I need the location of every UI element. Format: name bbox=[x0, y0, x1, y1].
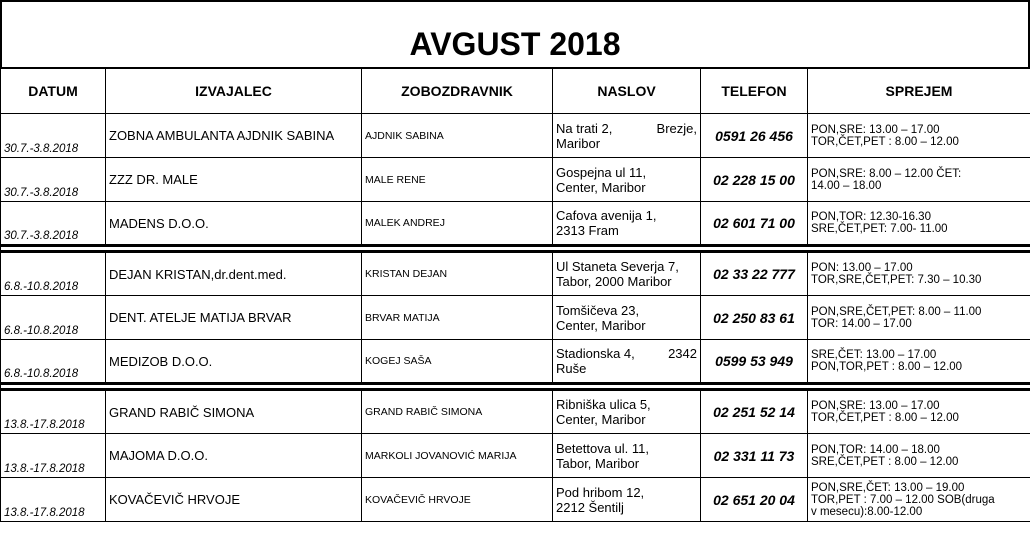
hours-line-1: PON,SRE,ČET,PET: 8.00 – 11.00 bbox=[811, 305, 982, 318]
address-extra: Brezje, bbox=[656, 120, 697, 136]
address-street: Pod hribom 12, bbox=[556, 484, 645, 500]
cell-zobozdravnik: AJDNIK SABINA bbox=[362, 114, 553, 158]
cell-zobozdravnik: MARKOLI JOVANOVIĆ MARIJA bbox=[362, 434, 553, 478]
hours-line-1: PON,TOR: 12.30-16.30 bbox=[811, 211, 931, 223]
header-sprejem: SPREJEM bbox=[808, 68, 1030, 114]
address-line-1 bbox=[556, 441, 697, 456]
cell-telefon: 02 250 83 61 bbox=[701, 296, 808, 340]
cell-sprejem bbox=[808, 202, 1030, 246]
cell-sprejem bbox=[808, 340, 1030, 384]
address-street: Ribniška ulica 5, bbox=[556, 397, 651, 412]
header-izvajalec: IZVAJALEC bbox=[106, 68, 362, 114]
cell-sprejem bbox=[808, 478, 1030, 522]
cell-telefon: 02 651 20 04 bbox=[701, 478, 808, 522]
cell-telefon: 02 601 71 00 bbox=[701, 202, 808, 246]
cell-izvajalec: GRAND RABIČ SIMONA bbox=[106, 390, 362, 434]
table-row bbox=[1, 114, 1030, 158]
hours-line-3: v mesecu):8.00-12.00 bbox=[811, 505, 923, 518]
address-line-2: Center, Maribor bbox=[556, 317, 646, 333]
address-line-2: Maribor bbox=[556, 135, 601, 151]
cell-telefon: 02 331 11 73 bbox=[701, 434, 808, 478]
hours-line-2: TOR: 14.00 – 17.00 bbox=[811, 317, 912, 330]
cell-datum: 13.8.-17.8.2018 bbox=[1, 390, 106, 434]
cell-zobozdravnik: KOVAČEVIČ HRVOJE bbox=[362, 478, 553, 522]
table-row bbox=[1, 252, 1030, 296]
cell-naslov bbox=[553, 114, 701, 158]
address-line-1 bbox=[556, 485, 697, 500]
table-row bbox=[1, 340, 1030, 384]
address-line-2: Tabor, Maribor bbox=[556, 455, 640, 471]
header-row bbox=[1, 68, 1030, 114]
cell-datum: 30.7.-3.8.2018 bbox=[1, 202, 106, 246]
cell-naslov bbox=[553, 202, 701, 246]
cell-izvajalec: ZOBNA AMBULANTA AJDNIK SABINA bbox=[106, 114, 362, 158]
address-line-2: Center, Maribor bbox=[556, 179, 646, 195]
hours-line-2: TOR,ČET,PET : 8.00 – 12.00 bbox=[811, 412, 959, 424]
address-line-2: 2313 Fram bbox=[556, 223, 619, 238]
cell-zobozdravnik: KRISTAN DEJAN bbox=[362, 252, 553, 296]
table-row bbox=[1, 390, 1030, 434]
header-datum: DATUM bbox=[1, 68, 106, 114]
cell-izvajalec: KOVAČEVIČ HRVOJE bbox=[106, 478, 362, 522]
page-title: AVGUST 2018 bbox=[0, 0, 1030, 67]
hours-line-1: SRE,ČET: 13.00 – 17.00 bbox=[811, 349, 937, 361]
address-line-1 bbox=[556, 397, 697, 412]
header-telefon: TELEFON bbox=[701, 68, 808, 114]
cell-telefon: 0591 26 456 bbox=[701, 114, 808, 158]
cell-izvajalec: MEDIZOB D.O.O. bbox=[106, 340, 362, 384]
hours-line-2: TOR,SRE,ČET,PET: 7.30 – 10.30 bbox=[811, 274, 982, 286]
address-line-1 bbox=[556, 208, 697, 223]
hours-line-1: PON,SRE,ČET: 13.00 – 19.00 bbox=[811, 481, 965, 494]
cell-datum: 6.8.-10.8.2018 bbox=[1, 340, 106, 384]
header-naslov: NASLOV bbox=[553, 68, 701, 114]
cell-naslov bbox=[553, 340, 701, 384]
hours-line-2: SRE,ČET,PET : 8.00 – 12.00 bbox=[811, 455, 959, 468]
hours-line-1: PON,SRE: 13.00 – 17.00 bbox=[811, 123, 940, 136]
hours-line-1: PON,TOR: 14.00 – 18.00 bbox=[811, 443, 940, 456]
cell-naslov bbox=[553, 296, 701, 340]
address-line-1 bbox=[556, 259, 697, 274]
cell-izvajalec: ZZZ DR. MALE bbox=[106, 158, 362, 202]
cell-telefon: 02 251 52 14 bbox=[701, 390, 808, 434]
table-row bbox=[1, 202, 1030, 246]
cell-datum: 13.8.-17.8.2018 bbox=[1, 478, 106, 522]
address-street: Cafova avenija 1, bbox=[556, 208, 657, 223]
cell-datum: 30.7.-3.8.2018 bbox=[1, 158, 106, 202]
address-line-1 bbox=[556, 346, 697, 361]
hours-line-1: PON,SRE: 8.00 – 12.00 ČET: bbox=[811, 167, 962, 180]
address-street: Stadionska 4, bbox=[556, 346, 635, 361]
cell-telefon: 02 228 15 00 bbox=[701, 158, 808, 202]
cell-sprejem bbox=[808, 252, 1030, 296]
hours-line-2: TOR,ČET,PET : 8.00 – 12.00 bbox=[811, 135, 959, 148]
cell-zobozdravnik: GRAND RABIČ SIMONA bbox=[362, 390, 553, 434]
address-street: Na trati 2, bbox=[556, 120, 613, 136]
cell-datum: 13.8.-17.8.2018 bbox=[1, 434, 106, 478]
address-line-2: Tabor, 2000 Maribor bbox=[556, 274, 672, 289]
address-line-1 bbox=[556, 121, 697, 136]
hours-line-2: PON,TOR,PET : 8.00 – 12.00 bbox=[811, 361, 963, 373]
schedule-body bbox=[1, 114, 1030, 522]
address-street: Betettova ul. 11, bbox=[556, 440, 649, 456]
cell-datum: 30.7.-3.8.2018 bbox=[1, 114, 106, 158]
cell-zobozdravnik: MALE RENE bbox=[362, 158, 553, 202]
cell-naslov bbox=[553, 390, 701, 434]
cell-izvajalec: MAJOMA D.O.O. bbox=[106, 434, 362, 478]
cell-izvajalec: DENT. ATELJE MATIJA BRVAR bbox=[106, 296, 362, 340]
address-street: Gospejna ul 11, bbox=[556, 164, 647, 180]
table-row bbox=[1, 158, 1030, 202]
header-zobozdravnik: ZOBOZDRAVNIK bbox=[362, 68, 553, 114]
hours-line-2: TOR,PET : 7.00 – 12.00 SOB(druga bbox=[811, 493, 995, 506]
cell-naslov bbox=[553, 158, 701, 202]
cell-sprejem bbox=[808, 390, 1030, 434]
cell-sprejem bbox=[808, 158, 1030, 202]
cell-telefon: 0599 53 949 bbox=[701, 340, 808, 384]
hours-line-1: PON: 13.00 – 17.00 bbox=[811, 262, 913, 274]
address-line-2: Center, Maribor bbox=[556, 412, 646, 427]
hours-line-2: SRE,ČET,PET: 7.00- 11.00 bbox=[811, 223, 948, 235]
table-row bbox=[1, 478, 1030, 522]
address-line-2: 2212 Šentilj bbox=[556, 499, 624, 515]
cell-sprejem bbox=[808, 114, 1030, 158]
cell-telefon: 02 33 22 777 bbox=[701, 252, 808, 296]
cell-izvajalec: DEJAN KRISTAN,dr.dent.med. bbox=[106, 252, 362, 296]
cell-sprejem bbox=[808, 434, 1030, 478]
cell-naslov bbox=[553, 478, 701, 522]
cell-naslov bbox=[553, 252, 701, 296]
cell-zobozdravnik: KOGEJ SAŠA bbox=[362, 340, 553, 384]
cell-naslov bbox=[553, 434, 701, 478]
address-line-1 bbox=[556, 303, 697, 318]
table-row bbox=[1, 434, 1030, 478]
cell-zobozdravnik: BRVAR MATIJA bbox=[362, 296, 553, 340]
address-extra: 2342 bbox=[668, 346, 697, 361]
schedule-table bbox=[0, 67, 1030, 522]
cell-sprejem bbox=[808, 296, 1030, 340]
hours-line-2: 14.00 – 18.00 bbox=[811, 179, 882, 192]
cell-datum: 6.8.-10.8.2018 bbox=[1, 296, 106, 340]
table-row bbox=[1, 296, 1030, 340]
address-street: Ul Staneta Severja 7, bbox=[556, 259, 679, 274]
cell-izvajalec: MADENS D.O.O. bbox=[106, 202, 362, 246]
cell-datum: 6.8.-10.8.2018 bbox=[1, 252, 106, 296]
address-line-1 bbox=[556, 165, 697, 180]
address-street: Tomšičeva 23, bbox=[556, 302, 640, 318]
cell-zobozdravnik: MALEK ANDREJ bbox=[362, 202, 553, 246]
address-line-2: Ruše bbox=[556, 361, 587, 376]
hours-line-1: PON,SRE: 13.00 – 17.00 bbox=[811, 400, 940, 412]
